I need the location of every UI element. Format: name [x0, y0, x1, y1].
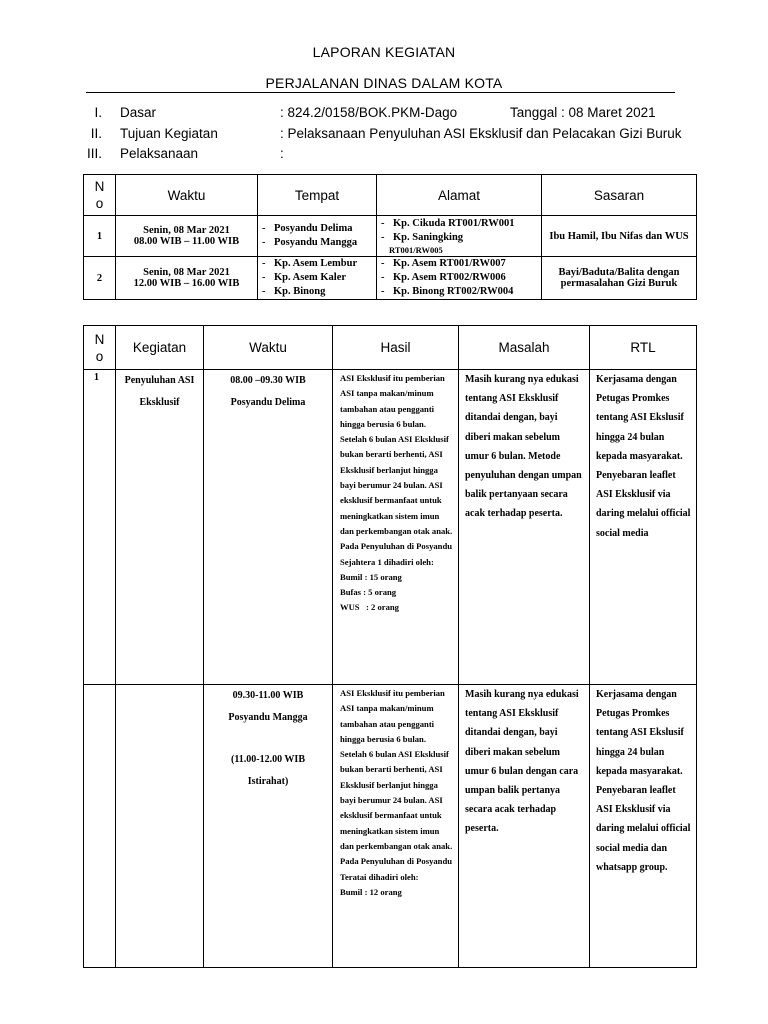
report-title: LAPORAN KEGIATAN — [312, 44, 456, 60]
info-number: III. — [86, 146, 102, 161]
waktu-time: 12.00 WIB – 16.00 WIB — [133, 278, 240, 289]
header-no — [84, 175, 116, 216]
info-value: : Pelaksanaan Penyuluhan ASI Eksklusif dan Pelacakan Gizi Buruk — [280, 126, 682, 141]
hasil-list-item: Bumil : 12 orang — [340, 886, 402, 897]
header-waktu: Waktu — [204, 326, 333, 370]
row-alamat — [377, 216, 542, 257]
info-label: Dasar — [120, 105, 157, 120]
table-header-row — [84, 175, 697, 216]
row-waktu — [116, 257, 258, 300]
row-tempat — [258, 257, 377, 300]
row-alamat — [377, 257, 542, 300]
row-masalah: Masih kurang nya edukasi tentang ASI Eksklusif ditandai dengan, bayi diberi makan sebelum umur 6 bulan. Metode penyuluhan dengan umpan balik pertanyaan secara acak terhadap peserta. — [459, 370, 590, 685]
table-header-row — [84, 326, 697, 370]
table-row — [84, 216, 697, 257]
waktu-line: Posyandu Mangga — [228, 712, 308, 723]
header-rtl: RTL — [590, 326, 697, 370]
waktu-date: Senin, 08 Mar 2021 — [143, 267, 230, 278]
header-no-line2: o — [95, 196, 104, 211]
list-item: - Kp. Asem RT002/RW006 — [381, 271, 541, 285]
row-sasaran: Ibu Hamil, Ibu Nifas dan WUS — [542, 216, 697, 257]
header-no — [84, 326, 116, 370]
waktu-line: 08.00 –09.30 WIB — [230, 375, 306, 386]
header-no-line1: N — [94, 179, 105, 194]
list-item: - Kp. Saningking — [381, 231, 541, 245]
schedule-table — [83, 174, 697, 300]
activity-table — [83, 325, 697, 968]
alamat-extra: RT001/RW005 — [389, 245, 443, 255]
table-row — [84, 257, 697, 300]
waktu-line: (11.00-12.00 WIB — [231, 754, 305, 765]
list-item: - Kp. Cikuda RT001/RW001 — [381, 217, 541, 231]
hasil-list-item: WUS : 2 orang — [340, 602, 399, 613]
hasil-text: ASI Eksklusif itu pemberian ASI tanpa makan/minum tambahan atau pengganti hingga berusia 6 bulan. Setelah 6 bulan ASI Eksklusif bukan berarti berhenti, ASI Eksklusif berlanjut hingga bayi berumur 24 bulan. ASI eksklusif bermanfaat untuk meningkatkan sistem imun dan perkembangan otak anak. Pada Penyuluhan di Posyandu Teratai dihadiri oleh: — [340, 688, 453, 882]
list-item: - Kp. Asem Kaler — [262, 271, 376, 285]
list-item: - Kp. Asem Lembur — [262, 257, 376, 271]
info-number: II. — [90, 126, 102, 141]
table-row — [84, 685, 697, 968]
header-hasil: Hasil — [333, 326, 459, 370]
row-number: 1 — [84, 370, 116, 685]
row-tempat — [258, 216, 377, 257]
list-item: - Posyandu Delima — [262, 222, 376, 236]
list-item: - Kp. Asem RT001/RW007 — [381, 257, 541, 271]
hasil-list-item: Bufas : 5 orang — [340, 587, 397, 598]
title-underline — [86, 92, 675, 93]
row-waktu — [116, 216, 258, 257]
hasil-text: ASI Eksklusif itu pemberian ASI tanpa makan/minum tambahan atau pengganti hingga berusia 6 bulan. Setelah 6 bulan ASI Eksklusif bukan berarti berhenti, ASI Eksklusif berlanjut hingga bayi berumur 24 bulan. ASI eksklusif bermanfaat untuk meningkatkan sistem imun dan perkembangan otak anak. Pada Penyuluhan di Posyandu Sejahtera 1 dihadiri oleh: — [340, 373, 453, 567]
header-no-line2: o — [95, 348, 104, 364]
info-label: Pelaksanaan — [120, 146, 199, 161]
list-item: - Kp. Binong RT002/RW004 — [381, 285, 541, 299]
waktu-time: 08.00 WIB – 11.00 WIB — [133, 236, 240, 247]
header-kegiatan: Kegiatan — [116, 326, 204, 370]
header-masalah: Masalah — [459, 326, 590, 370]
row-number: 1 — [84, 216, 116, 257]
waktu-date: Senin, 08 Mar 2021 — [143, 225, 230, 236]
info-label: Tujuan Kegiatan — [120, 126, 218, 141]
row-number: 2 — [84, 257, 116, 300]
waktu-line: Istirahat) — [247, 776, 289, 787]
row-rtl: Kerjasama dengan Petugas Promkes tentang ASI Ekslusif hingga 24 bulan kepada masyarakat. Penyebaran leaflet ASI Eksklusif via daring melalui official social media — [590, 370, 697, 685]
list-item: - Posyandu Mangga — [262, 236, 376, 250]
row-sasaran: Bayi/Baduta/Balita dengan permasalahan Gizi Buruk — [542, 257, 697, 300]
report-subtitle: PERJALANAN DINAS DALAM KOTA — [265, 75, 503, 91]
header-sasaran: Sasaran — [542, 175, 697, 216]
row-number — [84, 685, 116, 968]
hasil-list-item: Bumil : 15 orang — [340, 571, 402, 582]
info-date: Tanggal : 08 Maret 2021 — [510, 105, 656, 120]
info-value: : 824.2/0158/BOK.PKM-Dago — [280, 105, 458, 120]
waktu-line: Posyandu Delima — [230, 397, 306, 408]
row-rtl: Kerjasama dengan Petugas Promkes tentang ASI Ekslusif hingga 24 bulan kepada masyarakat. Penyebaran leaflet ASI Eksklusif via daring melalui official social media dan whatsapp group. — [590, 685, 697, 968]
table-row — [84, 370, 697, 685]
info-number: I. — [94, 105, 102, 120]
row-hasil — [333, 370, 459, 685]
row-masalah: Masih kurang nya edukasi tentang ASI Eksklusif ditandai dengan, bayi diberi makan sebelum umur 6 bulan dengan cara umpan balik pertanya secara acak terhadap peserta. — [459, 685, 590, 968]
list-item: - Kp. Binong — [262, 285, 376, 299]
info-value: : — [280, 146, 284, 161]
row-kegiatan: Penyuluhan ASI Eksklusif — [116, 370, 204, 685]
header-tempat: Tempat — [258, 175, 377, 216]
row-waktu — [204, 370, 333, 685]
header-waktu: Waktu — [116, 175, 258, 216]
row-hasil — [333, 685, 459, 968]
header-no-line1: N — [94, 331, 105, 347]
row-waktu — [204, 685, 333, 968]
row-kegiatan — [116, 685, 204, 968]
header-alamat: Alamat — [377, 175, 542, 216]
waktu-line: 09.30-11.00 WIB — [232, 690, 304, 701]
